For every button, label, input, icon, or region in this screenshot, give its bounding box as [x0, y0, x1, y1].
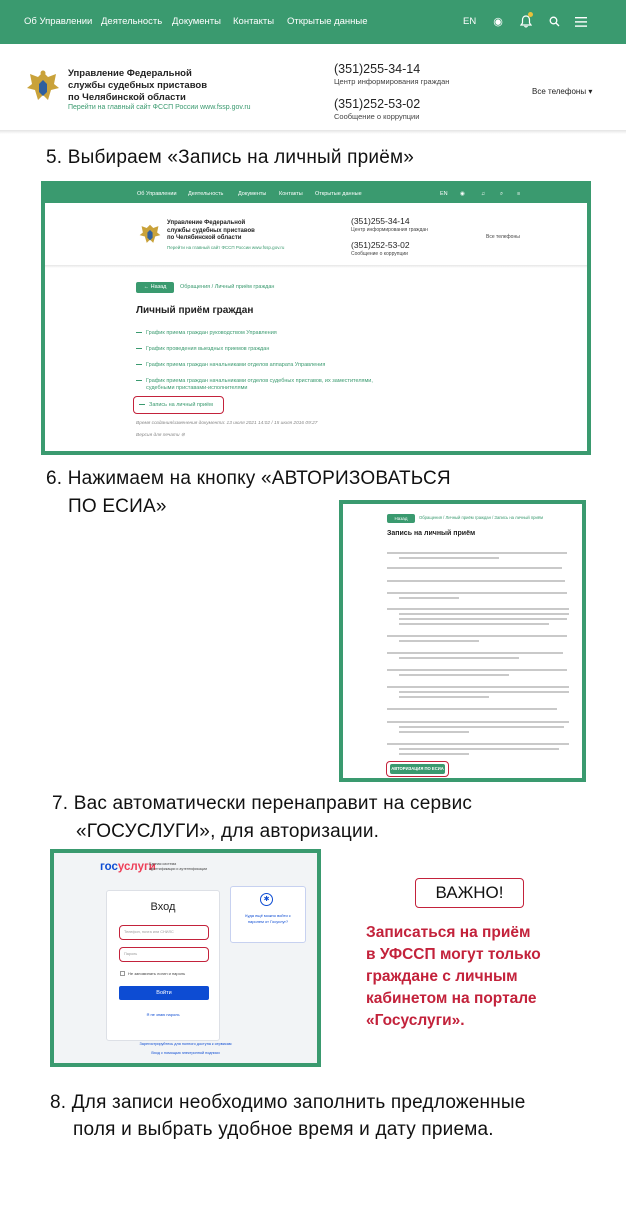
nav-item-documents[interactable]: Документы	[172, 16, 221, 27]
mini-print-icon: ⊜	[180, 433, 185, 438]
notification-dot	[528, 12, 533, 17]
important-line2: в УФССП могут только	[366, 946, 541, 963]
rule-line	[387, 652, 563, 654]
login-input-placeholder: Телефон, почта или СНИЛС	[124, 930, 174, 934]
rule-line	[387, 608, 569, 610]
mini-emblem-icon	[139, 222, 161, 247]
important-line5: «Госуслуги».	[366, 1012, 465, 1029]
all-phones-dropdown[interactable]	[532, 87, 592, 96]
forgot-password-link: Я не знаю пароль	[146, 1012, 180, 1017]
mini-all-phones: Все телефоны	[486, 234, 520, 240]
rule-line	[399, 613, 569, 615]
register-link: Зарегистрируйтесь для полного доступа к сервисам	[139, 1042, 232, 1046]
rule-line	[387, 669, 567, 671]
org-name-line2: службы судебных приставов	[68, 80, 208, 91]
mini-top-navigation	[45, 185, 587, 203]
rule-line	[399, 597, 459, 599]
mini-nav-documents: Документы	[238, 191, 267, 197]
rule-line	[399, 674, 509, 676]
nav-item-open-data[interactable]: Открытые данные	[287, 16, 368, 27]
mini-org-name	[167, 220, 255, 243]
mini-org-line1: Управление Федеральной	[167, 220, 246, 226]
phone-corruption-caption: Сообщение о коррупции	[334, 112, 420, 121]
step-7-heading-line2: «ГОСУСЛУГИ», для авторизации.	[76, 821, 380, 842]
mini-link-management: График приема граждан руководством Управления	[136, 330, 277, 336]
mini-page-title: Личный приём граждан	[136, 305, 254, 316]
mini-search-icon: ⌕	[500, 191, 504, 197]
top-navigation	[0, 0, 626, 44]
important-line1: Записаться на приём	[366, 924, 531, 941]
mini-link-bailiffs: График приема граждан начальниками отделов судебных приставов, их заместителями,	[136, 378, 373, 384]
all-phones-label: Все телефоны	[532, 87, 587, 96]
mini-nav-activity: Деятельность	[188, 191, 224, 197]
mini-nav-open-data: Открытые данные	[315, 191, 362, 197]
notification-bell-icon[interactable]	[517, 13, 535, 31]
rule-line	[399, 731, 469, 733]
password-input-placeholder: Пароль	[124, 952, 138, 956]
mini-phone2-caption: Сообщение о коррупции	[351, 251, 408, 257]
side-info-text	[231, 913, 305, 925]
mini-document-meta: Время создания/изменения документа: 13 июля 2021 14:02 / 15 июля 2016 09:27	[136, 421, 318, 426]
mini-phone1: (351)255-34-14	[351, 216, 410, 226]
rule-line	[399, 691, 569, 693]
rule-line	[387, 686, 569, 688]
header-divider	[0, 130, 626, 134]
rule-line	[399, 726, 564, 728]
step-6-heading-line2: ПО ЕСИА»	[68, 496, 167, 517]
rule-line	[387, 580, 565, 582]
mini-print-version: Версия для печати ⊜	[136, 433, 185, 438]
rule-line	[399, 618, 567, 620]
main-site-link[interactable]: Перейти на главный сайт ФССП России www.fssp.gov.ru	[68, 104, 251, 111]
important-message	[366, 922, 541, 1032]
mini-org-line3: по Челябинской области	[167, 235, 242, 241]
logo-gos: гос	[100, 861, 118, 873]
mini-link-departments: График приема граждан начальниками отделов аппарата Управления	[136, 362, 325, 368]
login-submit-button: Войти	[119, 986, 209, 1000]
rule-line	[387, 592, 567, 594]
remember-label: Не запоминать логин и пароль	[128, 971, 186, 976]
phone-corruption[interactable]: (351)252-53-02	[334, 97, 421, 111]
login-card	[106, 890, 220, 1041]
mini-bell-icon: ♫	[481, 191, 486, 197]
logo-caption-line1: Единая система	[149, 862, 177, 866]
mini-nav-contacts: Контакты	[279, 191, 303, 197]
important-line4: кабинетом на портале	[366, 990, 537, 1007]
mini-phone2: (351)252-53-02	[351, 240, 410, 250]
mini-breadcrumb: Обращения / Личный приём граждан	[180, 284, 275, 290]
org-name-line1: Управление Федеральной	[68, 68, 192, 79]
menu-hamburger-icon[interactable]	[572, 13, 590, 31]
rule-line	[387, 552, 567, 554]
esia-breadcrumb: Обращения / Личный приём граждан / Запись на личный приём	[419, 515, 544, 520]
step-5-heading: 5. Выбираем «Запись на личный приём»	[46, 147, 415, 168]
phone-info-center[interactable]: (351)255-34-14	[334, 62, 421, 76]
esia-back-button: Назад	[387, 514, 415, 523]
rule-line	[387, 635, 567, 637]
mini-org-line2: службы судебных приставов	[167, 227, 255, 234]
important-badge: ВАЖНО!	[415, 878, 524, 908]
rule-line	[387, 721, 569, 723]
mini-eye-icon: ◉	[460, 191, 465, 197]
login-title: Вход	[150, 901, 176, 913]
mini-nav-about: Об Управлении	[137, 191, 177, 197]
rule-line	[387, 708, 557, 710]
caret-down-icon: ▾	[588, 87, 593, 96]
step-6-heading-line1: 6. Нажимаем на кнопку «АВТОРИЗОВАТЬСЯ	[46, 468, 451, 489]
password-input-highlight	[119, 947, 209, 962]
rule-line	[387, 567, 562, 569]
mini-link-visiting: График проведения выездных приемов граждан	[136, 346, 269, 352]
mini-nav-lang: EN	[440, 191, 448, 197]
rule-line	[399, 557, 499, 559]
mini-main-site-link: Перейти на главный сайт ФССП России www.fssp.gov.ru	[167, 245, 285, 250]
mini-link-appointment: Запись на личный приём	[139, 402, 213, 408]
screenshot-esia-page	[339, 500, 586, 782]
rule-line	[399, 753, 469, 755]
search-icon[interactable]	[545, 13, 563, 31]
side-info-line1: Куда ещё можно войти с	[245, 913, 291, 918]
nav-item-about[interactable]: Об Управлении	[24, 16, 93, 27]
gosuslugi-logo-caption	[149, 862, 207, 872]
esia-auth-button: АВТОРИЗАЦИЯ ПО ЕСИА	[390, 764, 445, 774]
rule-line	[399, 640, 479, 642]
mini-back-button: ← Назад	[136, 282, 174, 293]
mini-menu-icon: ≡	[517, 191, 521, 197]
esia-page-title: Запись на личный приём	[387, 530, 476, 537]
lightbulb-icon: ✱	[260, 893, 273, 906]
accessibility-eye-icon[interactable]: ◉	[493, 16, 503, 28]
fssp-emblem-icon[interactable]	[26, 68, 60, 106]
org-name-line3: по Челябинской области	[68, 92, 186, 103]
step-7-heading-line1: 7. Вас автоматически перенаправит на сервис	[52, 793, 473, 814]
organization-name	[68, 68, 207, 104]
phone-info-center-caption: Центр информирования граждан	[334, 77, 450, 86]
step-8-heading-line2: поля и выбрать удобное время и дату приема.	[73, 1119, 494, 1140]
logo-caption-line2: идентификации и аутентификации	[149, 867, 208, 871]
screenshot-gosuslugi-login	[50, 849, 321, 1067]
rule-line	[399, 696, 489, 698]
gosuslugi-logo	[100, 861, 156, 873]
mini-header-divider	[45, 265, 587, 268]
e-signature-link: Вход с помощью электронной подписи	[151, 1051, 220, 1055]
step-8-heading-line1: 8. Для записи необходимо заполнить предложенные	[50, 1092, 526, 1113]
screenshot-appointment-page	[41, 181, 591, 455]
rule-line	[399, 748, 559, 750]
login-input-highlight	[119, 925, 209, 940]
rule-line	[387, 743, 569, 745]
rule-line	[399, 657, 519, 659]
language-switch[interactable]: EN	[463, 16, 477, 27]
rule-line	[399, 623, 549, 625]
mini-phone1-caption: Центр информирования граждан	[351, 227, 428, 233]
side-info-line2: паролем от Госуслуг?	[247, 919, 289, 924]
mini-link-bailiffs-cont: судебными приставами-исполнителями	[146, 385, 248, 391]
side-info-card	[230, 886, 306, 943]
important-line3: граждане с личным	[366, 968, 518, 985]
remember-checkbox	[120, 971, 125, 976]
logo-uslugi: услуги	[117, 861, 156, 873]
nav-item-contacts[interactable]: Контакты	[233, 16, 275, 27]
nav-item-activity[interactable]: Деятельность	[101, 16, 163, 27]
